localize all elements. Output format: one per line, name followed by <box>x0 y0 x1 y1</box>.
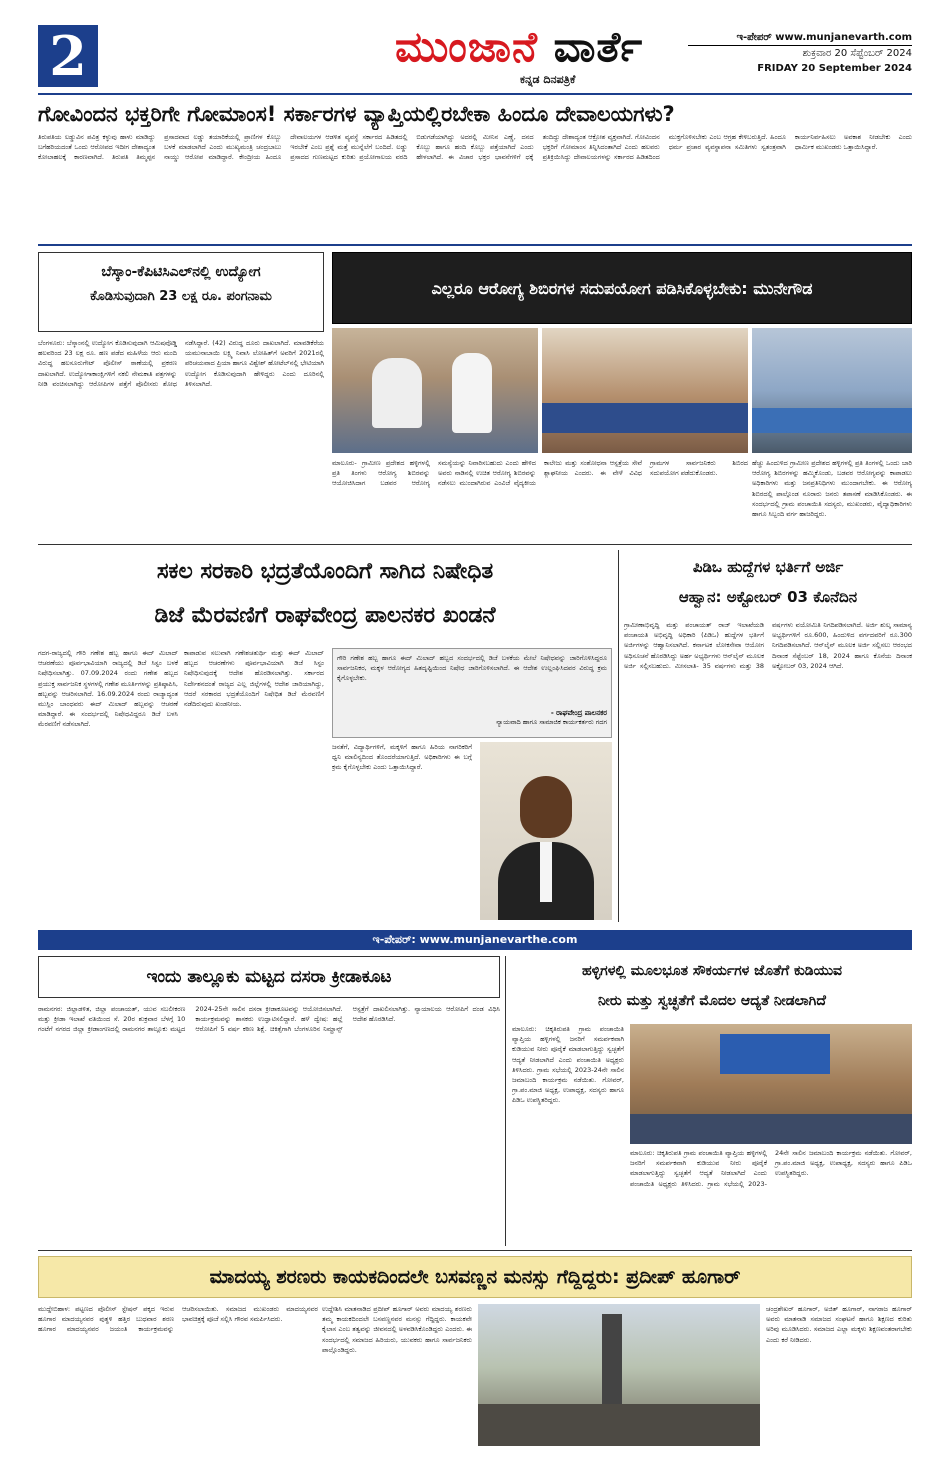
village-caption: ಮಾಲೂರು: ಚಿಕ್ಕತಿರುಪತಿ ಗ್ರಾಮ ಪಂಚಾಯಿತಿ ವ್ಯಾಪ್ತಿಯ ಹಳ್ಳಿಗಳಲ್ಲಿ ಜನರಿಗೆ ಸಮರ್ಪಕವಾಗಿ ಕುಡಿಯುವ ನೀರು ಪೂರೈಕೆ ಮಾಡಲಾಗುತ್ತಿದ್ದು ಸ್ವಚ್ಛತೆಗೆ ಆದ್ಯತೆ ನೀಡಲಾಗಿದೆ ಎಂದು ಪಂಚಾಯಿತಿ ಅಧ್ಯಕ್ಷರು ತಿಳಿಸಿದರು. ಗ್ರಾಮ ಸಭೆಯಲ್ಲಿ 2023-24ನೇ ಸಾಲಿನ ಜಮಾಬಂದಿ ಕಾರ್ಯಕ್ರಮ ನಡೆಯಿತು. ಗೋವರ್, ಗ್ರಾ.ಪಂ.ಮಾಜಿ ಅಧ್ಯಕ್ಷ, ಉಪಾಧ್ಯಕ್ಷ, ಸದಸ್ಯರು ಹಾಗೂ ಪಿಡಿಒ ಉಪಸ್ಥಿತರಿದ್ದರು. <box>630 1149 912 1188</box>
dj-quote-box <box>332 648 612 738</box>
basava-body-right: ಚಂದ್ರಶೇಖರ್ ಹೂಗಾರ್, ಅಜಿತ್ ಹೂಗಾರ್, ನಾಗರಾಜ ಹೂಗಾರ್ ಅವರು ಮಾತನಾಡಿ ಸಮಾಜದ ಸಂಘಟನೆ ಹಾಗೂ ಶಿಕ್ಷಣದ ಕುರಿತು ಅರಿವು ಮೂಡಿಸಿದರು. ಸಮಾಜದ ಎಲ್ಲಾ ಮಕ್ಕಳು ಶಿಕ್ಷಣವಂತರಾಗಬೇಕು ಎಂದು ಕರೆ ನೀಡಿದರು. <box>766 1305 912 1344</box>
dj-portrait-photo <box>480 742 612 920</box>
photo-figure <box>372 358 422 428</box>
masthead-title <box>395 22 643 72</box>
pdo-headline-2: ಆಹ್ವಾನ: ಅಕ್ಟೋಬರ್ 03 ಕೊನೆದಿನ <box>678 588 858 606</box>
village-headline-1: ಹಳ್ಳಿಗಳಲ್ಲಿ ಮೂಲಭೂತ ಸೌಕರ್ಯಗಳ ಜೊತೆಗೆ ಕುಡಿಯುವ <box>581 963 843 979</box>
bescom-headline-2: ಕೊಡಿಸುವುದಾಗಿ 23 ಲಕ್ಷ ರೂ. ಪಂಗನಾಮ <box>90 289 272 304</box>
dj-body-left: ಗದಗ-ರಾಜ್ಯದಲ್ಲಿ ಗೌರಿ ಗಣೇಶ ಹಬ್ಬ ಹಾಗೂ ಈದ್ ಮಿಲಾದ್ ಆಚರಣೆಯು ಪೂರ್ವಭಾವಿಯಾಗಿ ರಾಜ್ಯದಲ್ಲಿ ಡಿಜೆ ಸಿಸ್ಟಂ ಬಳಕೆ ನಿಷೇಧಿಸಲಾಗಿತ್ತು. 07.09.2024 ರಂದು ಗಣೇಶ ಹಬ್ಬದ ಪ್ರಯುಕ್ತ ಸಾರ್ವಜನಿಕ ಸ್ಥಳಗಳಲ್ಲಿ ಗಣೇಶ ಮೂರ್ತಿಗಳನ್ನು ಪ್ರತಿಷ್ಠಾಪಿಸಿ, ಹಬ್ಬವನ್ನು ಆಚರಿಸಲಾಗಿದೆ. 16.09.2024 ರಂದು ರಾಜ್ಯಾದ್ಯಂತ ಮುಸ್ಲಿಂ ಬಾಂಧವರು ಈದ್ ಮಿಲಾದ್ ಹಬ್ಬವನ್ನು ಆಚರಣೆ ಮಾಡಿದ್ದಾರೆ. ಈ ಸಂದರ್ಭದಲ್ಲಿ ನಿಷೇಧವಿದ್ದರೂ ಡಿಜೆ ಬಳಸಿ ಮೆರವಣಿಗೆ ನಡೆಸಲಾಗಿದೆ. <box>38 649 178 729</box>
health-body-left: ಮಾಲೂರು- ಗ್ರಾಮೀಣ ಪ್ರದೇಶದ ಹಳ್ಳಿಗಳಲ್ಲಿ ಪ್ರತಿ ತಿಂಗಳು ಆರೋಗ್ಯ ಶಿಬಿರವನ್ನು ಆಯೋಜಿಸಿದಾಗ ಬಡವರ ಆರೋಗ್ಯ ಸಮಸ್ಯೆಯನ್ನು ನಿವಾರಿಸಬಹುದು ಎಂದು ಹೇಳಿದ ಅವರು ನಾಡಿನಲ್ಲಿ ಉಚಿತ ಆರೋಗ್ಯ ಶಿಬಿರವನ್ನು ನಡೆಸಲು ಮುಂದಾಗಿರುವ ಎಂವಿಜೆ ವೈದ್ಯಕೀಯ ಕಾಲೇಜು ಮತ್ತು ಸಂಶೋಧನಾ ಆಸ್ಪತ್ರೆಯ ಸೇವೆ ಶ್ಲಾಘನೀಯ ಎಂದರು. ಈ ವೇಳೆ ವಿವಿಧ ಗ್ರಾಮಗಳ ಸಾರ್ವಜನಿಕರು ಶಿಬಿರದ ಸದುಪಯೋಗ ಪಡೆದುಕೊಂಡರು. <box>332 459 748 488</box>
village-headline-2: ನೀರು ಮತ್ತು ಸ್ವಚ್ಛತೆಗೆ ಮೊದಲ ಆದ್ಯತೆ ನೀಡಲಾಗಿದೆ <box>598 993 826 1009</box>
basava-body-mid: ಉದ್ದೇಶಿಸಿ ಮಾತನಾಡಿದ ಪ್ರದೀಪ್ ಹೂಗಾರ್ ಅವರು ಮಾದಯ್ಯ ಶರಣರು ತಮ್ಮ ಕಾಯಕದಿಂದಲೇ ಬಸವಣ್ಣನವರ ಮನಸ್ಸು ಗೆದ್ದಿದ್ದರು. ಕಾಯಕವೇ ಕೈಲಾಸ ಎಂಬ ತತ್ವವನ್ನು ಜೀವನದಲ್ಲಿ ಅಳವಡಿಸಿಕೊಂಡಿದ್ದರು ಎಂದರು. ಈ ಸಂದರ್ಭದಲ್ಲಿ ಸಮಾಜದ ಹಿರಿಯರು, ಯುವಕರು ಹಾಗೂ ಸಾರ್ವಜನಿಕರು ಪಾಲ್ಗೊಂಡಿದ್ದರು. <box>322 1305 472 1354</box>
health-photo-1 <box>332 328 538 453</box>
lead-headline: ಗೋವಿಂದನ ಭಕ್ತರಿಗೇ ಗೋಮಾಂಸ! ಸರ್ಕಾರಗಳ ವ್ಯಾಪ್ತಿಯಲ್ಲಿರಬೇಕಾ ಹಿಂದೂ ದೇವಾಲಯಗಳು? <box>38 102 675 126</box>
health-body-right: ಹೆಚ್ಚು ಹಿಂದುಳಿದ ಗ್ರಾಮೀಣ ಪ್ರದೇಶದ ಹಳ್ಳಿಗಳಲ್ಲಿ ಪ್ರತಿ ತಿಂಗಳಲ್ಲಿ ಒಂದು ಬಾರಿ ಆರೋಗ್ಯ ಶಿಬಿರಗಳನ್ನು ಹಮ್ಮಿಕೊಂಡು, ಬಡವರ ಆರೋಗ್ಯವನ್ನು ಕಾಪಾಡಲು ಅಧಿಕಾರಿಗಳು ಮತ್ತು ಜನಪ್ರತಿನಿಧಿಗಳು ಮುಂದಾಗಬೇಕು. ಈ ಆರೋಗ್ಯ ಶಿಬಿರದಲ್ಲಿ ಪಾಲ್ಗೊಂಡ ನೂರಾರು ಜನರು ತಪಾಸಣೆ ಮಾಡಿಸಿಕೊಂಡರು. ಈ ಸಂದರ್ಭದಲ್ಲಿ ಗ್ರಾಮ ಪಂಚಾಯಿತಿ ಸದಸ್ಯರು, ಮುಖಂಡರು, ವೈದ್ಯಾಧಿಕಾರಿಗಳು ಹಾಗೂ ಸಿಬ್ಬಂದಿ ವರ್ಗ ಹಾಜರಿದ್ದರು. <box>752 459 912 519</box>
masthead-website[interactable]: ಇ-ಪೇಪರ್ www.munjanevarth.com <box>688 30 912 46</box>
dj-quote-author-role: ನ್ಯಾಯವಾದಿ ಹಾಗೂ ಸಾಮಾಜಿಕ ಕಾರ್ಯಕರ್ತರು ಗದಗ <box>496 718 607 726</box>
masthead-title-part1: ಮುಂಜಾನೆ <box>395 22 538 71</box>
bescom-headline-box <box>38 252 324 332</box>
dj-headline-1: ಸಕಲ ಸರಕಾರಿ ಭದ್ರತೆಯೊಂದಿಗೆ ಸಾಗಿದ ನಿಷೇಧಿತ <box>156 559 494 584</box>
photo-table <box>630 1114 912 1144</box>
column-rule <box>618 550 619 922</box>
photo-crowd <box>478 1404 760 1446</box>
dasara-headline: ಇಂದು ತಾಲ್ಲೂಕು ಮಟ್ಟದ ದಸರಾ ಕ್ರೀಡಾಕೂಟ <box>146 967 392 987</box>
pdo-headline-1: ಪಿಡಿಒ ಹುದ್ದೆಗಳ ಭರ್ತಿಗೆ ಅರ್ಜಿ <box>692 558 844 576</box>
photo-statue <box>602 1314 622 1414</box>
section-rule <box>38 544 912 545</box>
basava-headline: ಮಾದಯ್ಯ ಶರಣರು ಕಾಯಕದಿಂದಲೇ ಬಸವಣ್ಣನ ಮನಸ್ಸು ಗೆದ್ದಿದ್ದರು: ಪ್ರದೀಪ್ ಹೂಗಾರ್ <box>209 1266 741 1288</box>
lead-rule <box>38 244 912 246</box>
village-photo <box>630 1024 912 1144</box>
masthead-tagline: ಕನ್ನಡ ದಿನಪತ್ರಿಕೆ <box>520 73 576 86</box>
pdo-headline-box <box>624 552 912 614</box>
dasara-headline-box <box>38 956 500 998</box>
health-photo-2 <box>542 328 748 453</box>
column-rule <box>505 956 506 1246</box>
photo-banner <box>720 1034 830 1074</box>
dj-quote-author: - ರಾಘವೇಂದ್ರ ಪಾಲನಕರ <box>550 709 607 717</box>
portrait-shirt <box>540 842 552 902</box>
photo-figure <box>452 353 492 433</box>
basava-headline-box <box>38 1256 912 1298</box>
lead-body <box>38 132 912 242</box>
section-rule <box>38 1250 912 1251</box>
masthead-info <box>688 30 912 76</box>
dasara-body: ರಾಮನಗರ: ಜಿಲ್ಲಾಡಳಿತ, ಜಿಲ್ಲಾ ಪಂಚಾಯತ್, ಯುವ ಸಬಲೀಕರಣ ಮತ್ತು ಕ್ರೀಡಾ ಇಲಾಖೆ ವತಿಯಿಂದ ಸೆ. 20ರ ಶುಕ್ರವಾರ ಬೆಳಗ್ಗೆ 10 ಗಂಟೆಗೆ ನಗರದ ಜಿಲ್ಲಾ ಕ್ರೀಡಾಂಗಣದಲ್ಲಿ ರಾಮನಗರ ತಾಲ್ಲೂಕು ಮಟ್ಟದ 2024-25ನೇ ಸಾಲಿನ ದಸರಾ ಕ್ರೀಡಾಕೂಟವನ್ನು ಆಯೋಜಿಸಲಾಗಿದೆ. ಕಾರ್ಯಕ್ರಮವನ್ನು ಶಾಸಕರು ಉದ್ಘಾಟಿಸಲಿದ್ದಾರೆ. ಹಳೆ ದ್ವೇಷ: ಹಲ್ಲೆ ಆರೋಪಿಗೆ 5 ವರ್ಷ ಕಠಿಣ ಶಿಕ್ಷೆ. ಚಿಕಿತ್ಸೆಗಾಗಿ ಬೆಂಗಳೂರಿನ ನಿಮ್ಹಾನ್ಸ್ ಆಸ್ಪತ್ರೆಗೆ ದಾಖಲಿಸಲಾಗಿತ್ತು. ನ್ಯಾಯಾಲಯ ಆರೋಪಿಗೆ ದಂಡ ವಿಧಿಸಿ ಆದೇಶ ಹೊರಡಿಸಿದೆ. <box>38 1005 500 1034</box>
epaper-bar[interactable]: ಇ-ಪೇಪರ್: www.munjanevarthe.com <box>38 930 912 950</box>
pdo-body: ಗ್ರಾಮೀಣಾಭಿವೃದ್ಧಿ ಮತ್ತು ಪಂಚಾಯತ್ ರಾಜ್ ಇಲಾಖೆಯಡಿ ಪಂಚಾಯತಿ ಅಭಿವೃದ್ಧಿ ಅಧಿಕಾರಿ (ಪಿಡಿಒ) ಹುದ್ದೆಗಳ ಭರ್ತಿಗೆ ಅರ್ಜಿಗಳನ್ನು ಆಹ್ವಾನಿಸಲಾಗಿದೆ. ಕರ್ನಾಟಕ ಲೋಕಸೇವಾ ಆಯೋಗ ಅಧಿಸೂಚನೆ ಹೊರಡಿಸಿದ್ದು ಅರ್ಹ ಅಭ್ಯರ್ಥಿಗಳು ಆನ್‌ಲೈನ್ ಮೂಲಕ ಅರ್ಜಿ ಸಲ್ಲಿಸಬಹುದು. ಮೀಸಲಾತಿ- 35 ವರ್ಷಗಳು ಮತ್ತು 38 ವರ್ಷಗಳು ವಯೋಮಿತಿ ನಿಗದಿಪಡಿಸಲಾಗಿದೆ. ಅರ್ಜಿ ಶುಲ್ಕ ಸಾಮಾನ್ಯ ಅಭ್ಯರ್ಥಿಗಳಿಗೆ ರೂ.600, ಹಿಂದುಳಿದ ವರ್ಗದವರಿಗೆ ರೂ.300 ನಿಗದಿಪಡಿಸಲಾಗಿದೆ. ಆನ್‌ಲೈನ್ ಮೂಲಕ ಅರ್ಜಿ ಸಲ್ಲಿಸಲು ಆರಂಭದ ದಿನಾಂಕ ಸೆಪ್ಟೆಂಬರ್ 18, 2024 ಹಾಗೂ ಕೊನೆಯ ದಿನಾಂಕ ಅಕ್ಟೋಬರ್ 03, 2024 ಆಗಿದೆ. <box>624 621 912 670</box>
dj-headline-2: ಡಿಜೆ ಮೆರವಣಿಗೆ ರಾಘವೇಂದ್ರ ಪಾಲನಕರ ಖಂಡನೆ <box>154 603 496 628</box>
health-headline-box <box>332 252 912 324</box>
masthead-rule <box>38 93 912 95</box>
lead-body-text: ತಿರುಪತಿಯ ಲಡ್ಡುವಿನ ಪವಿತ್ರ ಕಳ್ಳುವು ಹಾಳು ಮಾಡಿದ್ದು ಬಗೆಹರಿಯದಂತೆ ಒಂದು ಆರೋಪದ ಇದೀಗ ದೇಶಾದ್ಯಂತ ಕೋಲಾಹಲಕ್ಕೆ ಕಾರಣವಾಗಿದೆ. ತಿರುಪತಿ ತಿಮ್ಮಪ್ಪನ ಪ್ರಸಾದವಾದ ಲಡ್ಡು ತಯಾರಿಕೆಯಲ್ಲಿ ಪ್ರಾಣಿಗಳ ಕೊಬ್ಬು ಬಳಕೆ ಮಾಡಲಾಗಿದೆ ಎಂದು ಮುಖ್ಯಮಂತ್ರಿ ಚಂದ್ರಬಾಬು ನಾಯ್ಡು ಆರೋಪ ಮಾಡಿದ್ದಾರೆ. ಕೇಂದ್ರೀಯ ಹಿಂದೂ ದೇವಾಲಯಗಳ ಆಡಳಿತ ವ್ಯವಸ್ಥೆ ಸರ್ಕಾರದ ಹಿಡಿತದಲ್ಲಿ ಇರಬೇಕೆ ಎಂಬ ಪ್ರಶ್ನೆ ಮತ್ತೆ ಮುನ್ನೆಲೆಗೆ ಬಂದಿದೆ. ಲಡ್ಡು ಪ್ರಸಾದದ ಗುಣಮಟ್ಟದ ಕುರಿತು ಪ್ರಯೋಗಾಲಯ ವರದಿ ಬಿಡುಗಡೆಯಾಗಿದ್ದು ಅದರಲ್ಲಿ ಮೀನಿನ ಎಣ್ಣೆ, ದನದ ಕೊಬ್ಬು ಹಾಗೂ ಹಂದಿ ಕೊಬ್ಬು ಪತ್ತೆಯಾಗಿದೆ ಎಂದು ಹೇಳಲಾಗಿದೆ. ಈ ವಿಚಾರ ಭಕ್ತರ ಭಾವನೆಗಳಿಗೆ ಧಕ್ಕೆ ತಂದಿದ್ದು ದೇಶಾದ್ಯಂತ ಆಕ್ರೋಶ ವ್ಯಕ್ತವಾಗಿದೆ. ಗೋವಿಂದನ ಭಕ್ತರಿಗೆ ಗೋಮಾಂಸ ತಿನ್ನಿಸಿದಂತಾಗಿದೆ ಎಂದು ಹಲವರು ಪ್ರತಿಕ್ರಿಯಿಸಿದ್ದು ದೇವಾಲಯಗಳನ್ನು ಸರ್ಕಾರದ ಹಿಡಿತದಿಂದ ಮುಕ್ತಗೊಳಿಸಬೇಕು ಎಂಬ ಆಗ್ರಹ ಕೇಳಿಬರುತ್ತಿದೆ. ಹಿಂದೂ ಧರ್ಮ ಪ್ರಚಾರ ವ್ಯವಸ್ಥಾಪನಾ ಸಮಿತಿಗಳು ಸ್ವತಂತ್ರವಾಗಿ ಕಾರ್ಯನಿರ್ವಹಿಸಲು ಅವಕಾಶ ನೀಡಬೇಕು ಎಂದು ಧಾರ್ಮಿಕ ಮುಖಂಡರು ಒತ್ತಾಯಿಸಿದ್ದಾರೆ. <box>38 133 912 162</box>
portrait-face <box>520 776 572 838</box>
page-number: 2 <box>38 25 98 87</box>
dj-body-mid: ಕಾಪಾಡುವ ಸಲುವಾಗಿ ಗಣೇಶಚತುರ್ಥಿ ಮತ್ತು ಈದ್ ಮಿಲಾದ್ ಹಬ್ಬದ ಆಚರಣೆಗಳು ಪೂರ್ವಭಾವಿಯಾಗಿ ಡಿಜೆ ಸಿಸ್ಟಂ ನಿಷೇಧಿಸುವುದಕ್ಕೆ ಆದೇಶ ಹೊರಡಿಸಲಾಗಿತ್ತು. ಸರ್ಕಾರದ ನಿರ್ದೇಶನದಂತೆ ರಾಜ್ಯದ ಎಲ್ಲ ಜಿಲ್ಲೆಗಳಲ್ಲಿ ಆದೇಶ ಜಾರಿಯಾಗಿದ್ದು, ಆದರೆ ಸರಕಾರದ ಭದ್ರತೆಯೊಂದಿಗೆ ನಿಷೇಧಿತ ಡಿಜೆ ಮೆರವಣಿಗೆ ನಡೆದಿರುವುದು ಖಂಡನೀಯ. <box>184 649 324 709</box>
dj-body-right: ಜನತೆಗೆ, ವಿದ್ಯಾರ್ಥಿಗಳಿಗೆ, ಮಕ್ಕಳಿಗೆ ಹಾಗೂ ಹಿರಿಯ ನಾಗರಿಕರಿಗೆ ಧ್ವನಿ ಮಾಲಿನ್ಯದಿಂದ ತೊಂದರೆಯಾಗುತ್ತಿದೆ. ಅಧಿಕಾರಿಗಳು ಈ ಬಗ್ಗೆ ಕ್ರಮ ಕೈಗೊಳ್ಳಬೇಕು ಎಂದು ಒತ್ತಾಯಿಸಿದ್ದಾರೆ. <box>332 743 472 772</box>
bescom-headline-1: ಬೆಸ್ಕಾಂ-ಕೆಪಿಟಿಸಿಎಲ್‌ನಲ್ಲಿ ಉದ್ಯೋಗ <box>101 264 261 280</box>
photo-table <box>542 403 748 433</box>
dj-headline-box <box>38 550 612 642</box>
masthead-title-part2: ವಾರ್ತೆ <box>553 22 644 71</box>
health-photo-3 <box>752 328 912 453</box>
masthead-date-kn: ಶುಕ್ರವಾರ 20 ಸೆಪ್ಟೆಂಬರ್ 2024 <box>802 48 912 59</box>
village-headline-box <box>512 956 912 1018</box>
health-headline: ಎಲ್ಲರೂ ಆರೋಗ್ಯ ಶಿಬಿರಗಳ ಸದುಪಯೋಗ ಪಡಿಸಿಕೊಳ್ಳಬೇಕು: ಮುನೇಗೌಡ <box>431 279 813 298</box>
dj-quote: ಗೌರಿ ಗಣೇಶ ಹಬ್ಬ ಹಾಗೂ ಈದ್ ಮಿಲಾದ್ ಹಬ್ಬದ ಸಂದರ್ಭದಲ್ಲಿ ಡಿಜೆ ಬಳಕೆಯ ಮೇಲೆ ನಿಷೇಧವನ್ನು ಜಾರಿಗೊಳಿಸಿದ್ದರೂ ಸಾರ್ವಜನಿಕರ, ಮಕ್ಕಳ ಆರೋಗ್ಯದ ಹಿತದೃಷ್ಟಿಯಿಂದ ನಿಷೇಧ ಜಾರಿಗೊಳಿಸಲಾಗಿದೆ. ಈ ಆದೇಶ ಉಲ್ಲಂಘಿಸಿದವರ ವಿರುದ್ಧ ಕ್ರಮ ಕೈಗೊಳ್ಳಬೇಕು. <box>337 654 607 683</box>
basava-body-left: ಮುದ್ದೇಬಿಹಾಳ: ಪಟ್ಟಣದ ಪೊಲೀಸ್ ಸ್ಟೇಷನ್ ಪಕ್ಕದ ಇರುವ ಹೂಗಾರ ಮಾದಯ್ಯನವರ ಪುತ್ಥಳಿ ಹತ್ತಿರ ಬುಧವಾರ ಶರಣ ಹೂಗಾರ ಮಾದಯ್ಯನವರ ಜಯಂತಿ ಕಾರ್ಯಕ್ರಮವನ್ನು ಆಚರಿಸಲಾಯಿತು. ಸಮಾಜದ ಮುಖಂಡರು ಮಾದಯ್ಯನವರ ಭಾವಚಿತ್ರಕ್ಕೆ ಪೂಜೆ ಸಲ್ಲಿಸಿ ಗೌರವ ಸಮರ್ಪಿಸಿದರು. <box>38 1305 318 1334</box>
masthead-date-en: FRIDAY 20 September 2024 <box>757 63 912 74</box>
bescom-body: ಬೆಂಗಳೂರು: ಬೆಸ್ಕಾಂನಲ್ಲಿ ಉದ್ಯೋಗ ಕೊಡಿಸುವುದಾಗಿ ಆಮಿಷವೊಡ್ಡಿ ಹಲವರಿಂದ 23 ಲಕ್ಷ ರೂ. ಹಣ ಪಡೆದ ಮಹಿಳೆಯ ಆರು ಮಂದಿ ವಿರುದ್ಧ ಹಲಸೂರುಗೇಟ್ ಪೊಲೀಸ್ ಠಾಣೆಯಲ್ಲಿ ಪ್ರಕರಣ ದಾಖಲಾಗಿದೆ. ಉದ್ಯೋಗಾಕಾಂಕ್ಷಿಗಳಿಗೆ ನಕಲಿ ನೇಮಕಾತಿ ಪತ್ರಗಳನ್ನು ನೀಡಿ ವಂಚಿಸಲಾಗಿದ್ದು ಆರೋಪಿಗಳ ಪತ್ತೆಗೆ ಪೊಲೀಸರು ಶೋಧ ನಡೆಸಿದ್ದಾರೆ. (42) ವಿರುದ್ಧ ದೂರು ದಾಖಲಾಗಿದೆ. ಮಾವಡಿಕೆರೆಯ ಯಮುನಾಬಾಯಿ ಲಕ್ಷ್ಮಿ ನಿವಾಸಿ ಲೋಹಿತ್‌ಗೆ ಅವರಿಗೆ 2021ರಲ್ಲಿ ಪರಿಚಯವಾದ ಪ್ರಿಯಾ ಹಾಗೂ ವಿಶ್ವೇಶ್ ಹೋಟೆಲ್‌ನಲ್ಲಿ ಭೇಟಿಯಾಗಿ ಉದ್ಯೋಗ ಕೊಡಿಸುವುದಾಗಿ ಹೇಳಿದ್ದರು ಎಂದು ದೂರಿನಲ್ಲಿ ತಿಳಿಸಲಾಗಿದೆ. <box>38 339 324 388</box>
photo-table <box>752 408 912 433</box>
village-body: ಮಾಲೂರು: ಚಿಕ್ಕತಿರುಪತಿ ಗ್ರಾಮ ಪಂಚಾಯಿತಿ ವ್ಯಾಪ್ತಿಯ ಹಳ್ಳಿಗಳಲ್ಲಿ ಜನರಿಗೆ ಸಮರ್ಪಕವಾಗಿ ಕುಡಿಯುವ ನೀರು ಪೂರೈಕೆ ಮಾಡಲಾಗುತ್ತಿದ್ದು ಸ್ವಚ್ಛತೆಗೆ ಆದ್ಯತೆ ನೀಡಲಾಗಿದೆ ಎಂದು ಪಂಚಾಯಿತಿ ಅಧ್ಯಕ್ಷರು ತಿಳಿಸಿದರು. ಗ್ರಾಮ ಸಭೆಯಲ್ಲಿ 2023-24ನೇ ಸಾಲಿನ ಜಮಾಬಂದಿ ಕಾರ್ಯಕ್ರಮ ನಡೆಯಿತು. ಗೋವರ್, ಗ್ರಾ.ಪಂ.ಮಾಜಿ ಅಧ್ಯಕ್ಷ, ಉಪಾಧ್ಯಕ್ಷ, ಸದಸ್ಯರು ಹಾಗೂ ಪಿಡಿಒ ಉಪಸ್ಥಿತರಿದ್ದರು. <box>512 1025 624 1105</box>
basava-photo <box>478 1304 760 1446</box>
